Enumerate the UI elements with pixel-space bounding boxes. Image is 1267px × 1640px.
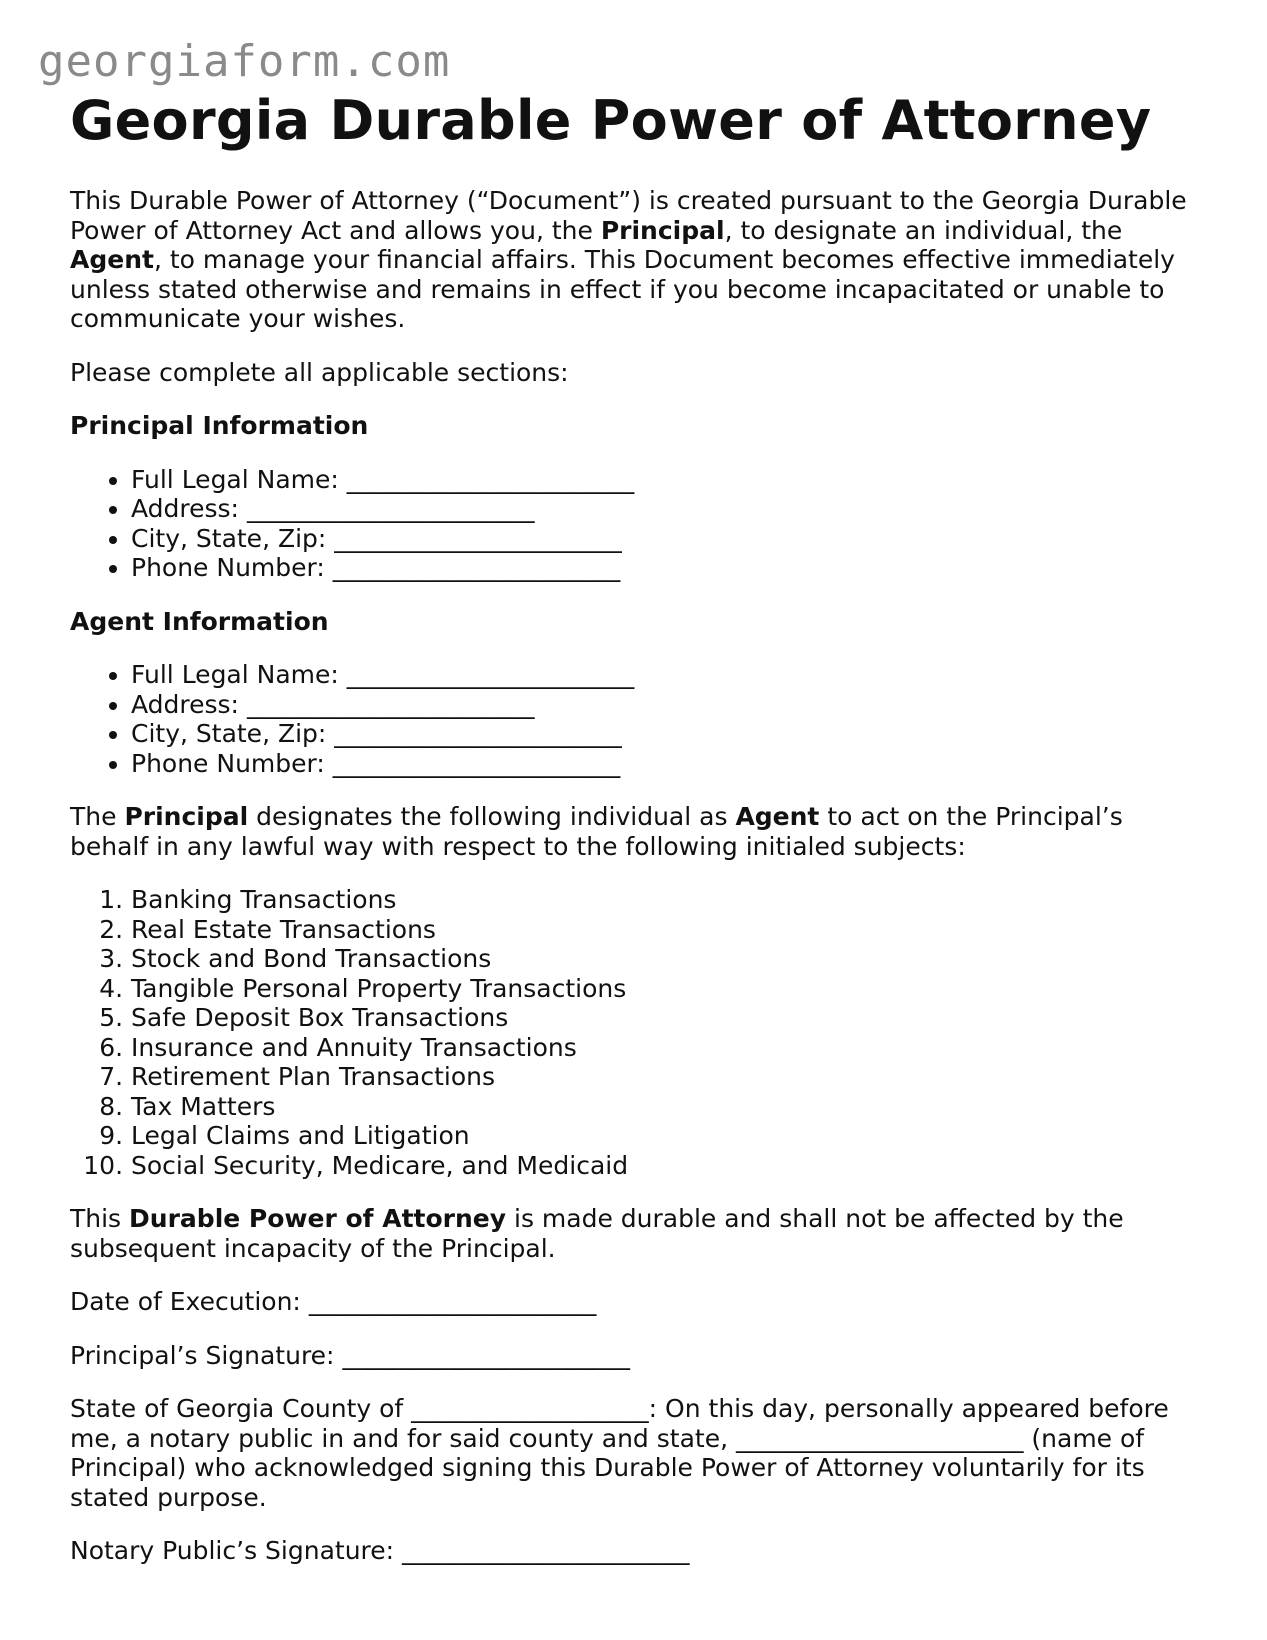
durability-term: Durable Power of Attorney [129, 1204, 507, 1233]
document-body [70, 90, 1200, 1590]
county-blank[interactable]: ___________________ [411, 1394, 649, 1423]
principal-info-heading: Principal Information [70, 411, 369, 440]
blank-line[interactable]: _______________________ [346, 464, 635, 494]
intro-paragraph [70, 186, 1200, 334]
blank-line[interactable]: _______________________ [402, 1536, 690, 1565]
subject-item: 4. Tangible Personal Property Transactions [131, 974, 1200, 1004]
watermark: georgiaform.com [38, 36, 451, 87]
blank-line[interactable]: _______________________ [332, 748, 621, 778]
designation-paragraph: The Principal designates the following individual as Agent to act on the Principal’s behalf in any lawful way with respect to the following initialed subjects: [70, 802, 1123, 861]
agent-info-list [70, 660, 1200, 778]
principal-name-blank[interactable]: _______________________ [735, 1423, 1024, 1453]
blank-line[interactable]: _______________________ [246, 494, 535, 523]
agent-name-field[interactable]: • Full Legal Name: _______________________ [131, 660, 1200, 690]
notary-signature-field[interactable]: Notary Public’s Signature: _______________________ [70, 1536, 690, 1565]
subject-item: 3. Stock and Bond Transactions [131, 944, 1200, 974]
blank-line[interactable]: _______________________ [346, 660, 635, 689]
agent-city-field[interactable]: • City, State, Zip: _______________________ [131, 719, 1200, 749]
principal-city-field[interactable]: • City, State, Zip: _______________________ [131, 524, 1200, 554]
subject-item: 2. Real Estate Transactions [131, 915, 1200, 945]
intro-principal-term: Principal [600, 215, 725, 245]
principal-phone-field[interactable]: • Phone Number: _______________________ [131, 553, 1200, 583]
agent-info-heading: Agent Information [70, 606, 329, 636]
subjects-list [70, 885, 1200, 1180]
blank-line[interactable]: _______________________ [332, 553, 621, 582]
subject-item: 10. Social Security, Medicare, and Medicaid [131, 1151, 1200, 1181]
intro-text-3: , to manage your financial affairs. This Document becomes effective immediately unless stated otherwise and remains in effect if you become incapacitated or unable to communicate your wishes. [70, 245, 1175, 333]
durability-paragraph: This Durable Power of Attorney is made durable and shall not be affected by the subsequent incapacity of the Principal. [70, 1204, 1124, 1263]
subject-item: 7. Retirement Plan Transactions [131, 1062, 1200, 1092]
blank-line[interactable]: _______________________ [342, 1340, 630, 1370]
agent-address-field[interactable]: • Address: _______________________ [131, 690, 1200, 720]
intro-agent-term: Agent [70, 245, 154, 274]
instruction-text: Please complete all applicable sections: [70, 357, 569, 387]
subject-item: 9. Legal Claims and Litigation [131, 1121, 1200, 1151]
intro-text-2: , to designate an individual, the [724, 215, 1123, 245]
blank-line[interactable]: _______________________ [334, 523, 622, 553]
subject-item: 5. Safe Deposit Box Transactions [131, 1003, 1200, 1033]
agent-phone-field[interactable]: • Phone Number: _______________________ [131, 749, 1200, 779]
blank-line[interactable]: _______________________ [308, 1287, 597, 1316]
document-title: Georgia Durable Power of Attorney [70, 89, 1152, 152]
designation-agent-term: Agent [735, 802, 820, 831]
notary-paragraph: State of Georgia County of ___________________: On this day, personally appeared before me, a notary public in and for said county and state, _______________________ (name of Principal) who acknowledged signing this Durable Power of Attorney voluntarily for its stated purpose. [70, 1394, 1169, 1512]
principal-address-field[interactable]: • Address: _______________________ [131, 494, 1200, 524]
subject-item: 6. Insurance and Annuity Transactions [131, 1033, 1200, 1063]
principal-signature-field[interactable]: Principal’s Signature: _______________________ [70, 1340, 630, 1370]
blank-line[interactable]: _______________________ [334, 719, 622, 748]
principal-info-list [70, 465, 1200, 583]
principal-name-field[interactable]: • Full Legal Name: _______________________ [131, 465, 1200, 495]
subject-item: 1. Banking Transactions [131, 885, 1200, 915]
designation-principal-term: Principal [124, 802, 249, 831]
blank-line[interactable]: _______________________ [246, 689, 535, 719]
date-of-execution-field[interactable]: Date of Execution: _______________________ [70, 1287, 597, 1316]
intro-text-1: This Durable Power of Attorney (“Document”) is created pursuant to the Georgia Durable Power of Attorney Act and allows you, the [70, 186, 1187, 245]
subject-item: 8. Tax Matters [131, 1092, 1200, 1122]
